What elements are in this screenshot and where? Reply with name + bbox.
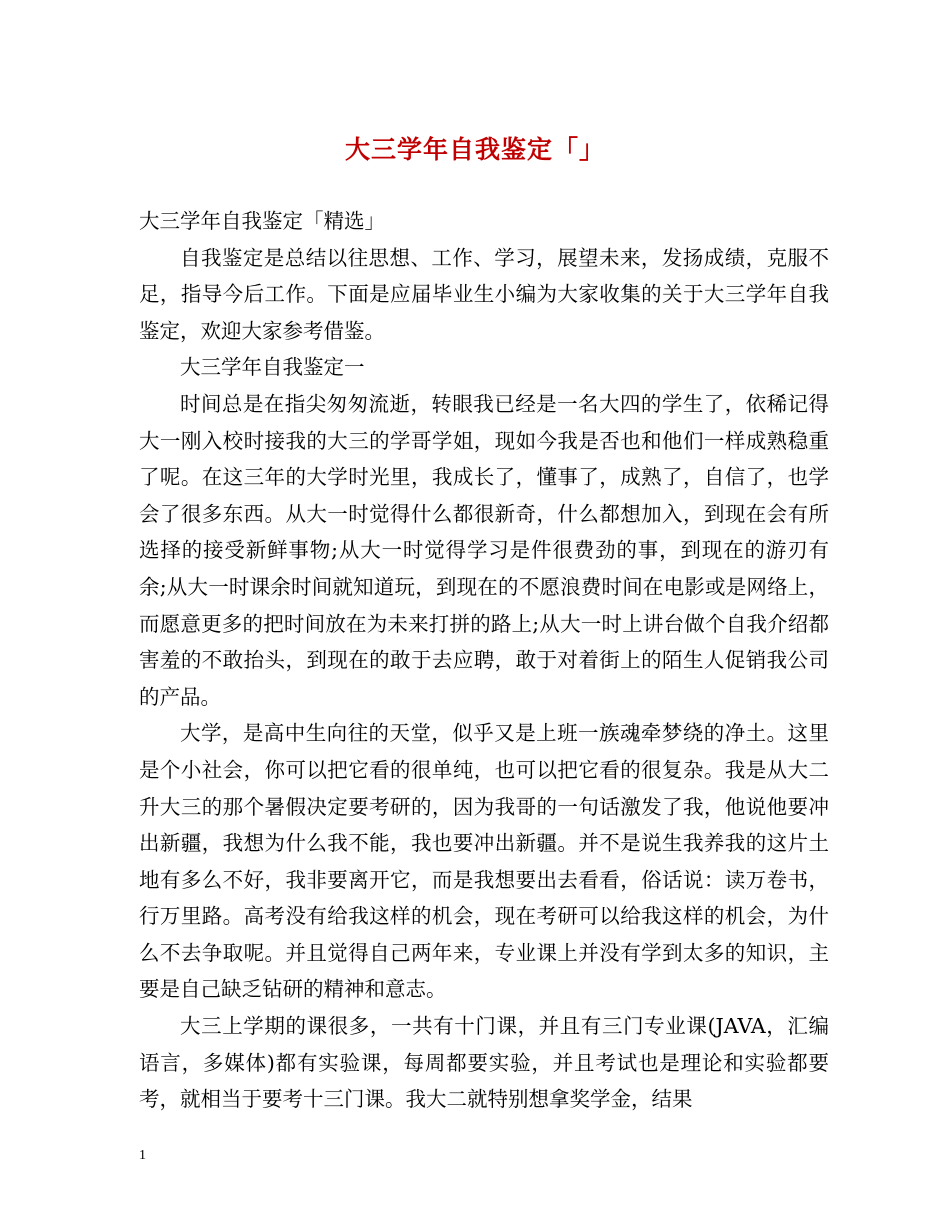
page-number: 1 xyxy=(139,1148,146,1163)
document-title: 大三学年自我鉴定「」 xyxy=(344,135,605,164)
paragraph-intro: 自我鉴定是总结以往思想、工作、学习，展望未来，发扬成绩，克服不足，指导今后工作。下面是应届毕业生小编为大家收集的关于大三学年自我鉴定，欢迎大家参考借鉴。 xyxy=(139,245,829,343)
paragraph: 大三上学期的课很多，一共有十门课，并且有三门专业课(JAVA，汇编语言，多媒体)都有实验课，每周都要实验，并且考试也是理论和实验都要考，就相当于要考十三门课。我大二就特别想拿奖学金，结果 xyxy=(139,1014,829,1112)
paragraph: 时间总是在指尖匆匆流逝，转眼我已经是一名大四的学生了，依稀记得大一刚入校时接我的大三的学哥学姐，现如今我是否也和他们一样成熟稳重了呢。在这三年的大学时光里，我成长了，懂事了，成熟了，自信了，也学会了很多东西。从大一时觉得什么都很新奇，什么都想加入，到现在会有所选择的接受新鲜事物;从大一时觉得学习是件很费劲的事，到现在的游刃有余;从大一时课余时间就知道玩，到现在的不愿浪费时间在电影或是网络上，而愿意更多的把时间放在为未来打拼的路上;从大一时上讲台做个自我介绍都害羞的不敢抬头，到现在的敢于去应聘，敢于对着街上的陌生人促销我公司的产品。 xyxy=(139,391,829,709)
document-body xyxy=(139,203,829,1118)
document-subtitle: 大三学年自我鉴定「精选」 xyxy=(139,209,385,233)
paragraph: 大学，是高中生向往的天堂，似乎又是上班一族魂牵梦绕的净土。这里是个小社会，你可以把它看的很单纯，也可以把它看的很复杂。我是从大二升大三的那个暑假决定要考研的，因为我哥的一句话激发了我，他说他要冲出新疆，我想为什么我不能，我也要冲出新疆。并不是说生我养我的这片土地有多么不好，我非要离开它，而是我想要出去看看，俗话说：读万卷书，行万里路。高考没有给我这样的机会，现在考研可以给我这样的机会，为什么不去争取呢。并且觉得自己两年来，专业课上并没有学到太多的知识，主要是自己缺乏钻研的精神和意志。 xyxy=(139,721,829,1002)
section-heading: 大三学年自我鉴定一 xyxy=(180,355,365,380)
